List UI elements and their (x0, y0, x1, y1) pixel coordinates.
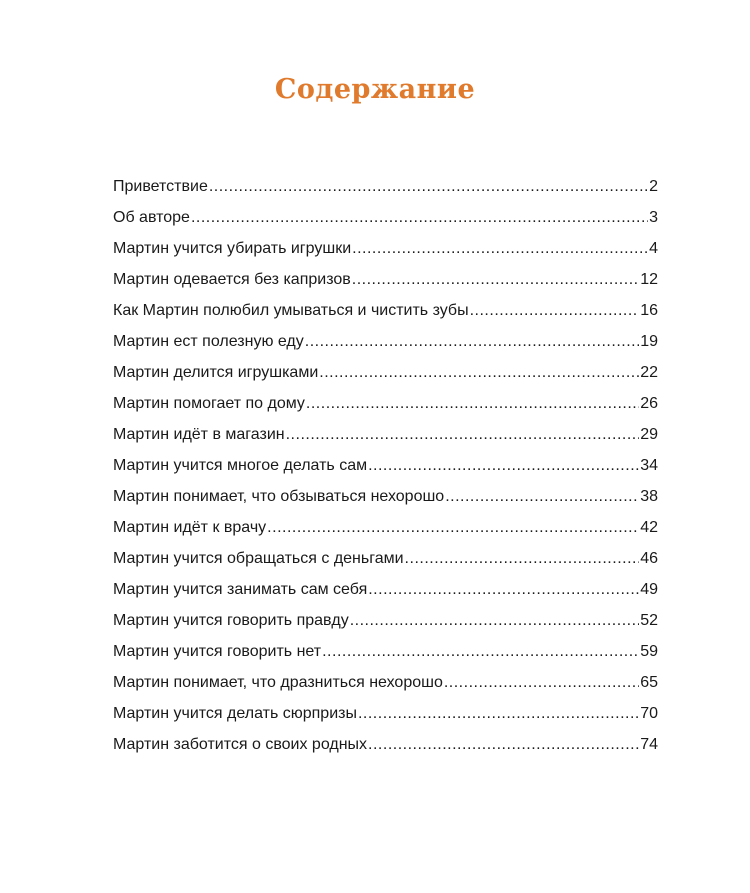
toc-entry-title: Мартин учится занимать сам себя (113, 581, 368, 598)
toc-entry-title: Мартин понимает, что дразниться нехорошо (113, 674, 443, 691)
toc-entry-title: Мартин учится убирать игрушки (113, 240, 352, 257)
toc-entry-title: Мартин учится делать сюрпризы (113, 705, 357, 722)
toc-entry-page: 4 (649, 240, 658, 257)
toc-entry-title: Мартин учится говорить правду (113, 612, 349, 629)
toc-entry[interactable] (113, 488, 658, 519)
toc-entry[interactable] (113, 271, 658, 302)
toc-entry[interactable] (113, 395, 658, 426)
toc-entry-title: Мартин учится обращаться с деньгами (113, 550, 404, 567)
toc-entry-title: Мартин идёт к врачу (113, 519, 267, 536)
toc-entry-title: Мартин понимает, что обзываться нехорошо (113, 488, 445, 505)
toc-leader-dots (368, 457, 639, 475)
toc-entry-title: Мартин заботится о своих родных (113, 736, 368, 753)
toc-leader-dots (319, 364, 639, 382)
toc-entry-page: 16 (640, 302, 658, 319)
toc-entry-title: Приветствие (113, 178, 208, 195)
toc-entry[interactable] (113, 240, 658, 271)
toc-entry-title: Мартин делится игрушками (113, 364, 319, 381)
toc-entry-page: 59 (640, 643, 658, 660)
table-of-contents (113, 178, 658, 767)
toc-entry-page: 34 (640, 457, 658, 474)
toc-leader-dots (305, 333, 639, 351)
toc-entry[interactable] (113, 519, 658, 550)
toc-entry[interactable] (113, 209, 658, 240)
toc-entry[interactable] (113, 457, 658, 488)
toc-entry-page: 22 (640, 364, 658, 381)
toc-entry-title: Мартин учится говорить нет (113, 643, 322, 660)
toc-leader-dots (368, 581, 639, 599)
toc-leader-dots (352, 271, 639, 289)
page-title: Содержание (274, 74, 476, 105)
toc-leader-dots (358, 705, 639, 723)
toc-entry[interactable] (113, 302, 658, 333)
toc-entry[interactable] (113, 612, 658, 643)
toc-leader-dots (306, 395, 639, 413)
toc-entry[interactable] (113, 736, 658, 767)
toc-entry[interactable] (113, 705, 658, 736)
toc-leader-dots (286, 426, 640, 444)
toc-entry-page: 29 (640, 426, 658, 443)
toc-entry-page: 46 (640, 550, 658, 567)
toc-entry[interactable] (113, 426, 658, 457)
toc-entry-title: Мартин одевается без капризов (113, 271, 351, 288)
toc-entry-page: 65 (640, 674, 658, 691)
toc-entry-title: Мартин ест полезную еду (113, 333, 304, 350)
toc-leader-dots (368, 736, 639, 754)
toc-entry[interactable] (113, 178, 658, 209)
toc-leader-dots (445, 488, 639, 506)
toc-entry-page: 70 (640, 705, 658, 722)
toc-leader-dots (405, 550, 640, 568)
toc-entry-title: Мартин учится многое делать сам (113, 457, 368, 474)
toc-entry-page: 3 (649, 209, 658, 226)
toc-entry-page: 38 (640, 488, 658, 505)
toc-entry[interactable] (113, 364, 658, 395)
toc-leader-dots (350, 612, 640, 630)
toc-entry-title: Как Мартин полюбил умываться и чистить зубы (113, 302, 469, 319)
toc-leader-dots (267, 519, 639, 537)
toc-entry[interactable] (113, 333, 658, 364)
toc-leader-dots (444, 674, 639, 692)
toc-entry-page: 12 (640, 271, 658, 288)
toc-entry-page: 52 (640, 612, 658, 629)
toc-entry[interactable] (113, 643, 658, 674)
toc-entry-page: 26 (640, 395, 658, 412)
toc-entry-title: Мартин идёт в магазин (113, 426, 285, 443)
toc-leader-dots (322, 643, 639, 661)
toc-entry-page: 42 (640, 519, 658, 536)
toc-leader-dots (209, 178, 648, 196)
toc-leader-dots (352, 240, 648, 258)
toc-entry-page: 19 (640, 333, 658, 350)
toc-leader-dots (470, 302, 640, 320)
toc-entry[interactable] (113, 550, 658, 581)
toc-entry-title: Мартин помогает по дому (113, 395, 305, 412)
toc-entry[interactable] (113, 674, 658, 705)
toc-entry-page: 74 (640, 736, 658, 753)
toc-entry[interactable] (113, 581, 658, 612)
toc-leader-dots (191, 209, 648, 227)
toc-entry-title: Об авторе (113, 209, 190, 226)
toc-entry-page: 49 (640, 581, 658, 598)
toc-entry-page: 2 (649, 178, 658, 195)
